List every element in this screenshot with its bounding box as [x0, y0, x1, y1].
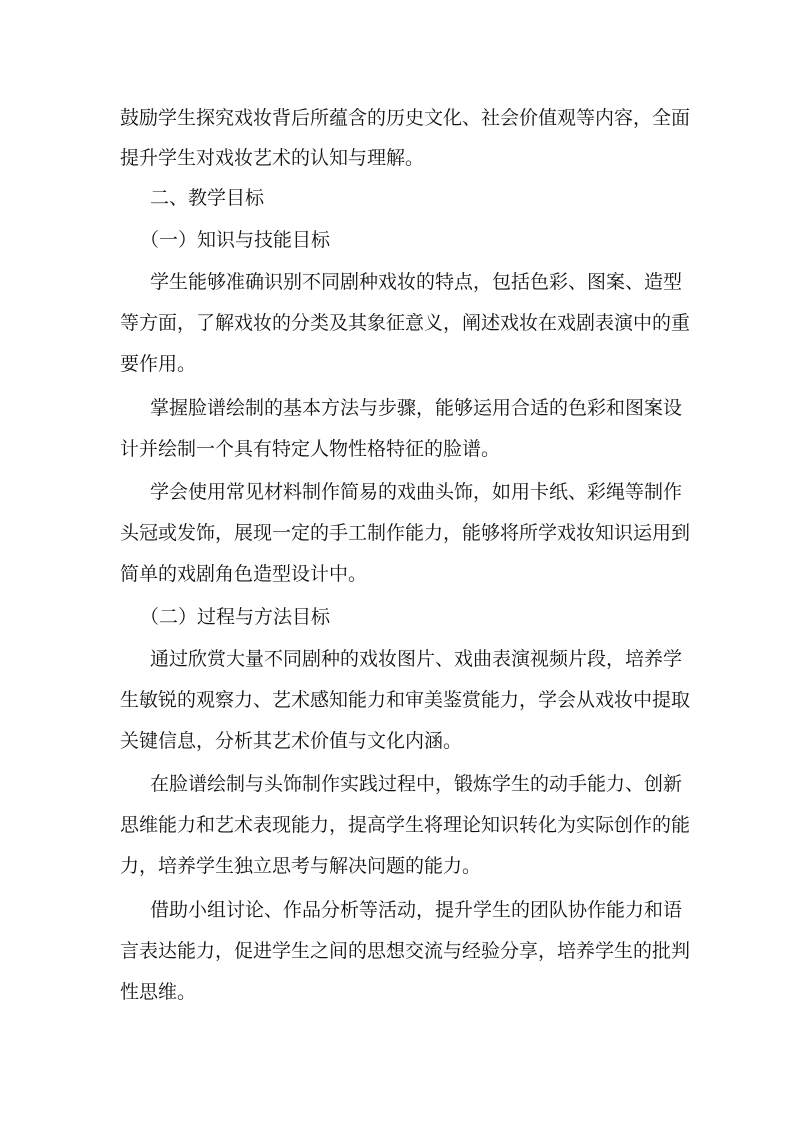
paragraph-line: 鼓励学生探究戏妆背后所蕴含的历史文化、社会价值观等内容，全面 — [120, 107, 691, 129]
paragraph-line: 提升学生对戏妆艺术的认知与理解。 — [120, 147, 425, 169]
paragraph-line: 简单的戏剧角色造型设计中。 — [120, 563, 368, 585]
paragraph-line: 等方面，了解戏妆的分类及其象征意义，阐述戏妆在戏剧表演中的重 — [120, 312, 691, 334]
paragraph-line: 言表达能力，促进学生之间的思想交流与经验分享，培养学生的批判 — [120, 940, 691, 962]
paragraph-line: 学会使用常见材料制作简易的戏曲头饰，如用卡纸、彩绳等制作 — [150, 481, 683, 503]
paragraph-line: 通过欣赏大量不同剧种的戏妆图片、戏曲表演视频片段，培养学 — [150, 648, 683, 670]
subsection-heading: （一）知识与技能目标 — [140, 229, 331, 251]
paragraph-line: 借助小组讨论、作品分析等活动，提升学生的团队协作能力和语 — [150, 899, 683, 921]
paragraph-line: 头冠或发饰，展现一定的手工制作能力，能够将所学戏妆知识运用到 — [120, 522, 691, 544]
section-heading: 二、教学目标 — [150, 187, 265, 209]
paragraph-line: 思维能力和艺术表现能力，提高学生将理论知识转化为实际创作的能 — [120, 814, 691, 836]
paragraph-line: 关键信息，分析其艺术价值与文化内涵。 — [120, 730, 463, 752]
paragraph-line: 生敏锐的观察力、艺术感知能力和审美鉴赏能力，学会从戏妆中提取 — [120, 689, 691, 711]
paragraph-line: 要作用。 — [120, 353, 197, 375]
paragraph-line: 掌握脸谱绘制的基本方法与步骤，能够运用合适的色彩和图案设 — [150, 397, 683, 419]
paragraph-line: 学生能够准确识别不同剧种戏妆的特点，包括色彩、图案、造型 — [150, 271, 683, 293]
paragraph-line: 计并绘制一个具有特定人物性格特征的脸谱。 — [120, 438, 501, 460]
paragraph-line: 在脸谱绘制与头饰制作实践过程中，锻炼学生的动手能力、创新 — [150, 773, 683, 795]
paragraph-line: 性思维。 — [120, 981, 197, 1003]
paragraph-line: 力，培养学生独立思考与解决问题的能力。 — [120, 855, 482, 877]
subsection-heading: （二）过程与方法目标 — [140, 606, 331, 628]
